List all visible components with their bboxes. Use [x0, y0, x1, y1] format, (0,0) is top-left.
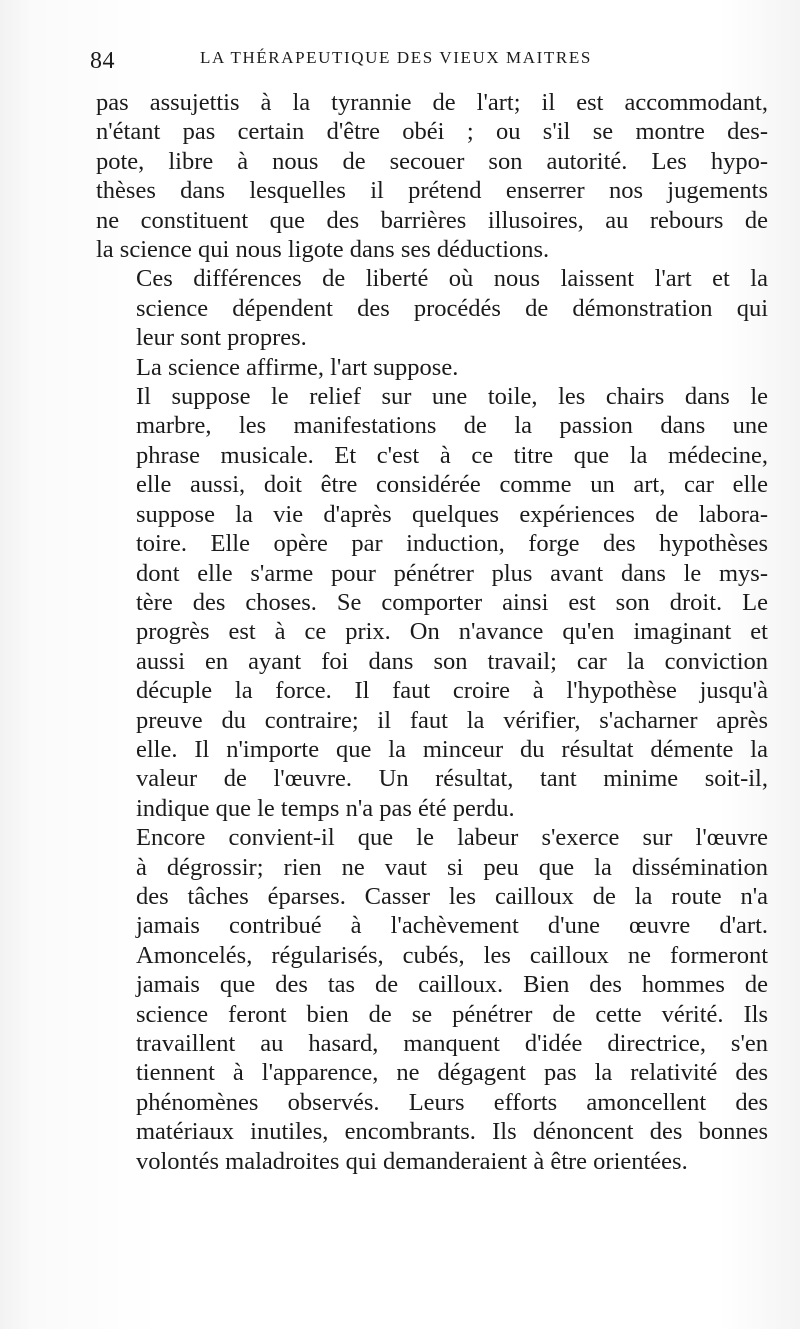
- running-head: LA THÉRAPEUTIQUE DES VIEUX MAITRES: [200, 48, 592, 67]
- text-line: tiennent à l'apparence, ne dégagent pas la relativité des: [136, 1059, 768, 1087]
- text-line: jamais que des tas de cailloux. Bien des hommes de: [136, 971, 768, 999]
- paragraph: [96, 382, 768, 823]
- body-text: [96, 88, 768, 1176]
- text-line: dont elle s'arme pour pénétrer plus avant dans le mys-: [136, 559, 768, 587]
- text-line: elle aussi, doit être considérée comme un art, car elle: [136, 471, 768, 499]
- text-line: ne constituent que des barrières illusoires, au rebours de: [96, 206, 768, 234]
- text-line: volontés maladroites qui demanderaient à être orientées.: [136, 1147, 688, 1175]
- text-line: science feront bien de se pénétrer de cette vérité. Ils: [136, 1000, 768, 1028]
- paragraph: [96, 264, 768, 352]
- text-line: tère des choses. Se comporter ainsi est son droit. Le: [136, 588, 768, 616]
- text-line: thèses dans lesquelles il prétend enserrer nos jugements: [96, 177, 768, 205]
- text-line: marbre, les manifestations de la passion dans une: [136, 412, 768, 440]
- text-line: leur sont propres.: [136, 324, 307, 352]
- paragraph: [96, 823, 768, 1176]
- text-line: Ces différences de liberté où nous laissent l'art et la: [136, 265, 768, 293]
- text-line: elle. Il n'importe que la minceur du résultat démente la: [136, 735, 768, 763]
- text-line: jamais contribué à l'achèvement d'une œuvre d'art.: [136, 912, 768, 940]
- text-line: Encore convient-il que le labeur s'exerce sur l'œuvre: [136, 824, 768, 852]
- text-line: progrès est à ce prix. On n'avance qu'en imaginant et: [136, 618, 768, 646]
- text-line: Il suppose le relief sur une toile, les chairs dans le: [136, 383, 768, 411]
- page-number: 84: [90, 48, 115, 74]
- paragraph: [96, 88, 768, 264]
- text-line: La science affirme, l'art suppose.: [136, 353, 459, 381]
- text-line: preuve du contraire; il faut la vérifier, s'acharner après: [136, 706, 768, 734]
- text-line: matériaux inutiles, encombrants. Ils dénoncent des bonnes: [136, 1118, 768, 1146]
- text-line: phrase musicale. Et c'est à ce titre que la médecine,: [136, 441, 768, 469]
- text-line: valeur de l'œuvre. Un résultat, tant minime soit-il,: [136, 765, 768, 793]
- text-line: aussi en ayant foi dans son travail; car la conviction: [136, 647, 768, 675]
- text-line: des tâches éparses. Casser les cailloux de la route n'a: [136, 882, 768, 910]
- text-line: travaillent au hasard, manquent d'idée directrice, s'en: [136, 1030, 768, 1057]
- text-line: n'étant pas certain d'être obéi ; ou s'il se montre des-: [96, 118, 768, 146]
- text-line: Amoncelés, régularisés, cubés, les cailloux ne formeront: [136, 941, 768, 969]
- text-line: la science qui nous ligote dans ses déductions.: [96, 236, 550, 264]
- page-header: [90, 38, 770, 78]
- text-line: suppose la vie d'après quelques expériences de labora-: [136, 500, 768, 528]
- text-line: science dépendent des procédés de démonstration qui: [136, 294, 768, 322]
- text-line: pote, libre à nous de secouer son autorité. Les hypo-: [96, 147, 768, 175]
- text-line: pas assujettis à la tyrannie de l'art; il est accommodant,: [96, 89, 768, 116]
- text-line: phénomènes observés. Leurs efforts amoncellent des: [136, 1088, 768, 1116]
- text-line: à dégrossir; rien ne vaut si peu que la dissémination: [136, 853, 768, 881]
- paragraph: [96, 353, 768, 382]
- text-line: toire. Elle opère par induction, forge des hypothèses: [136, 530, 768, 558]
- text-line: décuple la force. Il faut croire à l'hypothèse jusqu'à: [136, 677, 768, 705]
- text-line: indique que le temps n'a pas été perdu.: [136, 794, 515, 822]
